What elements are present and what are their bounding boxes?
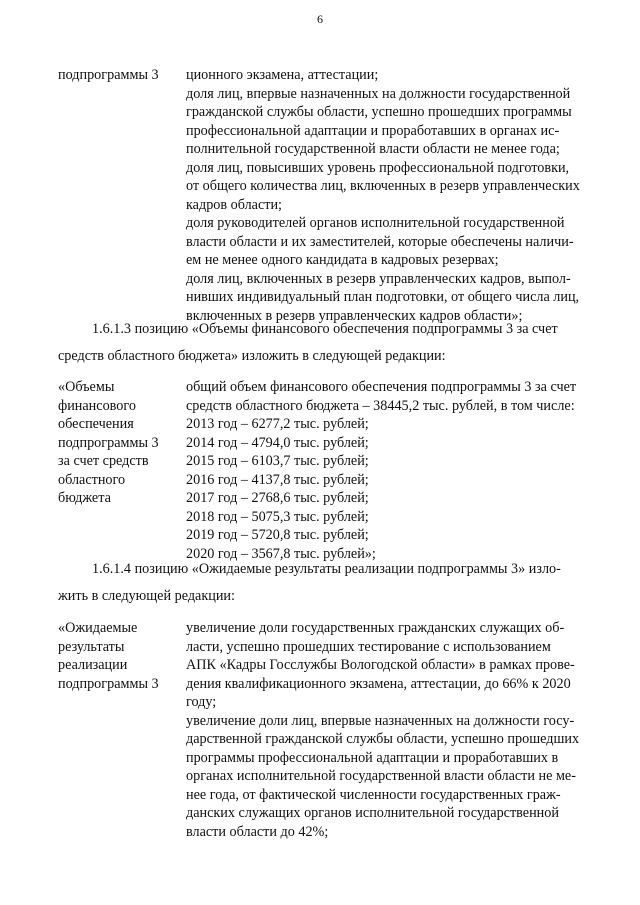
text-line: увеличение доли лиц, впервые назначенных на должности госу- [186,712,575,729]
text-line: 2014 год – 4794,0 тыс. рублей; [186,434,369,451]
text-line: власти области до 42%; [186,823,329,840]
label-line: финансового [58,397,136,414]
text-line: данских служащих органов исполнительной государственной [186,805,559,821]
text-line: ласти, успешно прошедших тестирование с использованием [186,638,551,655]
label-line: результаты [58,638,125,655]
label-line: подпрограммы 3 [58,434,159,451]
label-line: «Ожидаемые [58,620,138,636]
text-line: 2016 год – 4137,8 тыс. рублей; [186,471,369,488]
paragraph-line: 1.6.1.3 позицию «Объемы финансового обеспечения подпрограммы 3 за счет [92,321,558,337]
text-line: увеличение доли государственных гражданских служащих об- [186,620,565,636]
text-line: кадров области; [186,196,282,213]
text-line: от общего количества лиц, включенных в резерв управленческих [186,178,580,194]
label-line: подпрограммы 3 [58,675,159,692]
text-line: 2020 год – 3567,8 тыс. рублей»; [186,545,376,562]
text-line: доля лиц, повысивших уровень профессиональной подготовки, [186,159,570,176]
text-line: включенных в резерв управленческих кадров области»; [186,307,523,324]
block3-label [58,619,176,693]
label-line: обеспечения [58,416,134,432]
text-line: гражданской службы области, успешно прошедших программы [186,104,572,120]
paragraph-1-6-1-3-cont [58,347,610,366]
block2-text [186,378,610,563]
paragraph-line: средств областного бюджета» изложить в следующей редакции: [58,348,446,364]
text-line: общий объем финансового обеспечения подпрограммы 3 за счет [186,379,577,395]
paragraph-1-6-1-4 [58,560,610,579]
label-line: за счет средств [58,453,149,469]
paragraph-1-6-1-4-cont [58,587,610,606]
label-line: областного [58,471,126,488]
text-line: власти области и их заместителей, которые обеспечены наличи- [186,233,574,250]
text-line: доля руководителей органов исполнительной государственной [186,215,565,231]
text-line: 2013 год – 6277,2 тыс. рублей; [186,416,369,432]
label-line: «Объемы [58,379,115,395]
text-line: ем не менее одного кандидата в кадровых резервах; [186,252,499,268]
text-line: дарственной гражданской службы области, успешно прошедших [186,731,580,747]
block2-label [58,378,176,508]
text-line: 2015 год – 6103,7 тыс. рублей; [186,453,369,469]
text-line: дения квалификационного экзамена, аттестации, до 66% к 2020 [186,675,571,692]
text-line: средств областного бюджета – 38445,2 тыс. рублей, в том числе: [186,397,575,414]
text-line: нее года, от фактической численности государственных граж- [186,786,561,803]
page-number: 6 [317,12,323,26]
text-line: программы профессиональной адаптации и проработавших в [186,749,559,766]
label-line: подпрограммы 3 [58,67,159,83]
text-line: году; [186,694,217,710]
text-line: полнительной государственной власти области не менее года; [186,141,560,157]
text-line: профессиональной адаптации и проработавших в органах ис- [186,122,560,139]
label-line: реализации [58,657,128,673]
paragraph-line: 1.6.1.4 позицию «Ожидаемые результаты реализации подпрограммы 3» изло- [92,561,561,577]
text-line: доля лиц, включенных в резерв управленческих кадров, выпол- [186,270,571,287]
text-line: 2017 год – 2768,6 тыс. рублей; [186,490,369,506]
text-line: ционного экзамена, аттестации; [186,67,379,83]
text-line: органах исполнительной государственной власти области не ме- [186,768,576,784]
text-line: доля лиц, впервые назначенных на должности государственной [186,85,571,102]
block3-text [186,619,610,841]
paragraph-line: жить в следующей редакции: [58,588,235,604]
text-line: 2019 год – 5720,8 тыс. рублей; [186,527,369,543]
text-line: АПК «Кадры Госслужбы Вологодской области» в рамках прове- [186,657,575,673]
text-line: 2018 год – 5075,3 тыс. рублей; [186,508,369,525]
block1-label [58,66,176,85]
label-line: бюджета [58,490,111,506]
text-line: нивших индивидуальный план подготовки, от общего числа лиц, [186,289,580,305]
block1-text [186,66,610,325]
paragraph-1-6-1-3 [58,320,610,339]
